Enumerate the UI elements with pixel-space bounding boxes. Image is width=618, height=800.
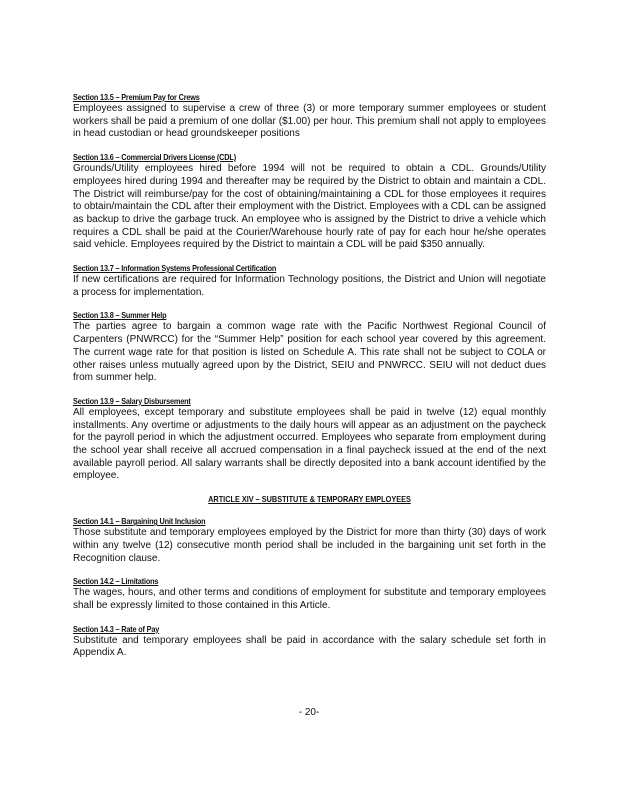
section-body: All employees, except temporary and substitute employees shall be paid in twelve (12) equal monthly installments. Any overtime or adjustments to the daily hours will appear as an adjustment on the paycheck for the payroll period in which the adjustment occurred. Employees who separate from employment during the school year shall receive all accrued compensation in a final paycheck issued at the end of the next available payroll period. All salary warrants shall be directly deposited into a bank account identified by the employee. <box>73 406 546 482</box>
section-body: The wages, hours, and other terms and conditions of employment for substitute and temporary employees shall be expressly limited to those contained in this Article. <box>73 587 546 611</box>
section-14-1 <box>73 515 546 565</box>
section-heading: Section 13.6 – Commercial Drivers License (CDL) <box>73 152 236 163</box>
section-13-9 <box>73 395 546 483</box>
section-body: Employees assigned to supervise a crew of three (3) or more temporary summer employees or student workers shall be paid a premium of one dollar ($1.00) per hour. This premium shall not apply to employees in head custodian or head groundskeeper positions <box>73 103 546 140</box>
section-13-8 <box>73 309 546 385</box>
section-heading: Section 14.2 – Limitations <box>73 576 159 587</box>
section-body: The parties agree to bargain a common wage rate with the Pacific Northwest Regional Council of Carpenters (PNWRCC) for the “Summer Help” position for each school year covered by this agreement. The current wage rate for that position is listed on Schedule A. This rate shall not be subject to COLA or other raises unless mutually agreed upon by the District, SEIU and PNWRCC. SEIU will not deduct dues from summer help. <box>73 321 546 384</box>
section-heading: Section 14.1 – Bargaining Unit Inclusion <box>73 516 206 527</box>
page-number: - 20- <box>298 707 320 718</box>
section-body: Substitute and temporary employees shall be paid in accordance with the salary schedule set forth in Appendix A. <box>73 634 546 659</box>
section-heading: Section 14.3 – Rate of Pay <box>73 623 160 634</box>
section-body: Those substitute and temporary employees employed by the District for more than thirty (30) days of work within any twelve (12) consecutive month period shall be included in the bargaining unit set forth in the Recognition clause. <box>73 527 546 564</box>
section-body: Grounds/Utility employees hired before 1994 will not be required to obtain a CDL. Grounds/Utility employees hired during 1994 and thereafter may be required by the District to obtain and maintain a CDL. The District will reimburse/pay for the cost of obtaining/maintaining a CDL for those employees it requires to obtain/maintain the CDL after their employment with the District. Employees with a CDL can be assigned as backup to drive the garbage truck. An employee who is assigned by the District to drive a vehicle which requires a CDL shall be paid at the Courier/Warehouse hourly rate of pay for each hour he/she operates said vehicle. Employees required by the District to maintain a CDL will be paid $350 annually. <box>73 163 546 251</box>
section-14-3 <box>73 623 546 660</box>
section-heading: Section 13.7 – Information Systems Professional Certification <box>73 263 277 274</box>
section-13-7 <box>73 262 546 299</box>
page-content <box>73 91 546 670</box>
section-heading: Section 13.8 – Summer Help <box>73 310 167 321</box>
section-heading: Section 13.5 – Premium Pay for Crews <box>73 92 200 102</box>
section-body: If new certifications are required for Information Technology positions, the District and Union will negotiate a process for implementation. <box>73 274 546 298</box>
section-14-2 <box>73 575 546 612</box>
section-13-6 <box>73 151 546 252</box>
section-13-5 <box>73 91 546 141</box>
section-heading: Section 13.9 – Salary Disbursement <box>73 395 191 406</box>
article-heading: ARTICLE XIV – SUBSTITUTE & TEMPORARY EMPLOYEES <box>208 494 411 505</box>
